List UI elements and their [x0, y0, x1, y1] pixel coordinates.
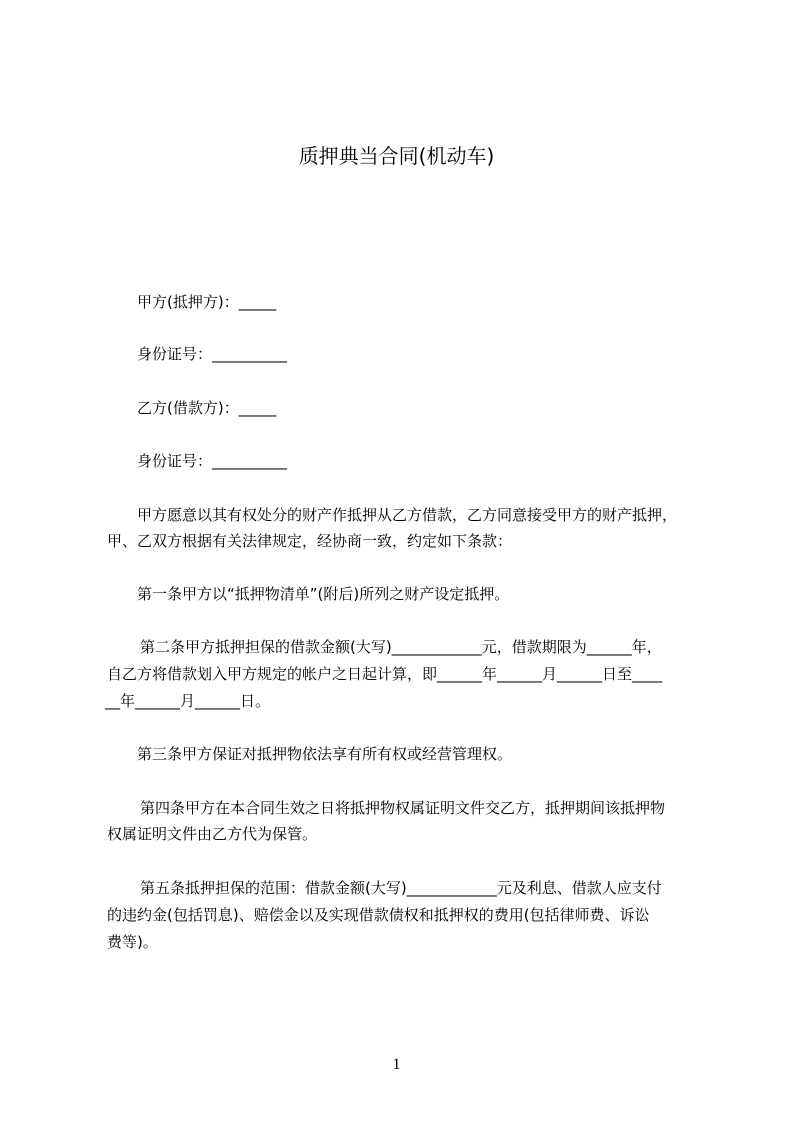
party-b-line: 乙方(借款方)：_____: [137, 399, 277, 417]
paragraph-line: 第一条甲方以“抵押物清单”(附后)所列之财产设定抵押。: [137, 585, 510, 603]
party-b-id-line: 身份证号：__________: [137, 452, 288, 470]
paragraph-line: 第二条甲方抵押担保的借款金额(大写)____________元，借款期限为______年，: [140, 638, 662, 656]
paragraph-line: 甲方愿意以其有权处分的财产作抵押从乙方借款，乙方同意接受甲方的财产抵押，: [137, 506, 678, 524]
paragraph-line: 自乙方将借款划入甲方规定的帐户之日起计算，即______年______月______日至____: [107, 665, 663, 683]
page-number: 1: [392, 1056, 401, 1073]
paragraph-line: 第三条甲方保证对抵押物依法享有所有权或经营管理权。: [137, 745, 513, 763]
paragraph-line: 权属证明文件由乙方代为保管。: [107, 825, 318, 843]
paragraph-line: 第五条抵押担保的范围：借款金额(大写)____________元及利息、借款人应支付: [140, 879, 662, 897]
party-a-id-line: 身份证号：__________: [137, 345, 288, 363]
paragraph-line: 费等)。: [107, 933, 158, 951]
party-a-line: 甲方(抵押方)：_____: [137, 293, 277, 311]
document-title: 质押典当合同(机动车): [298, 144, 495, 168]
paragraph-line: 甲、乙双方根据有关法律规定，经协商一致，约定如下条款：: [107, 532, 513, 550]
paragraph-line: 的违约金(包括罚息)、赔偿金以及实现借款债权和抵押权的费用(包括律师费、诉讼: [107, 906, 650, 924]
paragraph-line: __年______月______日。: [105, 692, 271, 710]
paragraph-line: 第四条甲方在本合同生效之日将抵押物权属证明文件交乙方，抵押期间该抵押物: [140, 799, 666, 817]
